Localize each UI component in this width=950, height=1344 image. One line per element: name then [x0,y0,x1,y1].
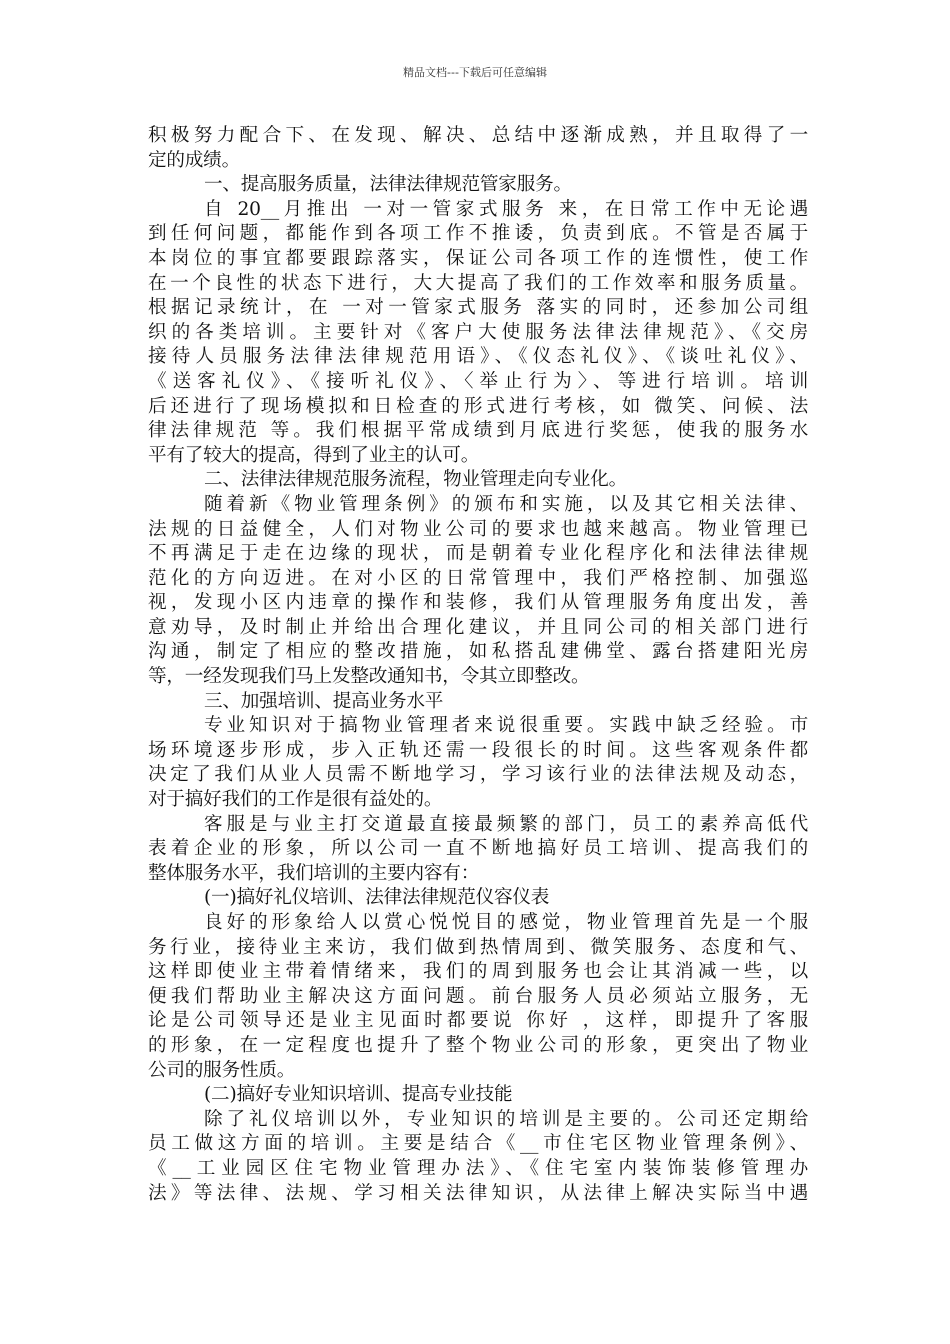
text-line: 平有了较大的提高，得到了业主的认可。 [148,444,480,466]
text-line: 到任何问题，都能作到各项工作不推诿，负责到底。不管是否属于 [148,223,808,245]
text-line: 这样即使业主带着情绪来，我们的周到服务也会让其消减一些，以 [148,961,808,983]
text-line: 整体服务水平，我们培训的主要内容有： [148,862,480,884]
text-line: 论是公司领导还是业主见面时都要说 你好 ，这样，即提升了客服 [148,1010,808,1032]
text-line: 除了礼仪培训以外，专业知识的培训是主要的。公司还定期给 [204,1108,808,1130]
text-line: 专业知识对于搞物业管理者来说很重要。实践中缺乏经验。市 [204,715,808,737]
text-line: 在一个良性的状态下进行，大大提高了我们的工作效率和服务质量。 [148,272,808,294]
text-line: 沟通，制定了相应的整改措施，如私搭乱建佛堂、露台搭建阳光房 [148,641,808,663]
text-line: 公司的服务性质。 [148,1059,296,1081]
text-line: 《送客礼仪》、《接听礼仪》、〈举止行为〉、等进行培训。培训 [148,370,808,392]
text-line: 《__工业园区住宅物业管理办法》、《住宅室内装饰装修管理办 [148,1157,808,1179]
text-line: 随着新《物业管理条例》的颁布和实施，以及其它相关法律、 [204,493,808,515]
document-body [148,124,808,1206]
text-line: 自 20__月推出 一对一管家式服务 来，在日常工作中无论遇 [204,198,808,220]
text-line: 法规的日益健全，人们对物业公司的要求也越来越高。物业管理已 [148,518,808,540]
text-line: 意劝导，及时制止并给出合理化建议，并且同公司的相关部门进行 [148,616,808,638]
text-line: 的形象，在一定程度也提升了整个物业公司的形象，更突出了物业 [148,1034,808,1056]
text-line: 良好的形象给人以赏心悦悦目的感觉，物业管理首先是一个服 [204,912,808,933]
text-line: 对于搞好我们的工作是很有益处的。 [148,789,443,811]
text-line: 根据记录统计，在 一对一管家式服务 落实的同时，还参加公司组 [148,297,808,319]
text-line: 本岗位的事宜都要跟踪落实，保证公司各项工作的连惯性，使工作 [148,247,808,269]
text-line: 范化的方向迈进。在对小区的日常管理中，我们严格控制、加强巡 [148,567,808,589]
text-line: 一、提高服务质量，法律法律规范管家服务。 [204,174,572,196]
text-line: (二)搞好专业知识培训、提高专业技能 [204,1084,513,1106]
text-line: 后还进行了现场模拟和日检查的形式进行考核，如 微笑、问候、法 [148,395,808,417]
text-line: 积极努力配合下、在发现、解决、总结中逐渐成熟，并且取得了一 [148,125,808,146]
text-line: 三、加强培训、提高业务水平 [204,690,444,712]
page-header-watermark: 精品文档---下载后可任意编辑 [403,66,547,79]
text-line: 视，发现小区内违章的操作和装修，我们从管理服务角度出发，善 [148,592,808,614]
text-line: 便我们帮助业主解决这方面问题。前台服务人员必须站立服务，无 [148,985,808,1007]
text-line: 客服是与业主打交道最直接最频繁的部门，员工的素养高低代 [204,813,808,835]
text-line: 法》等法律、法规、学习相关法律知识，从法律上解决实际当中遇 [148,1182,808,1204]
text-line: 接待人员服务法律法律规范用语》、《仪态礼仪》、《谈吐礼仪》、 [148,346,808,368]
text-line: 二、法律法律规范服务流程，物业管理走向专业化。 [204,469,628,491]
text-line: 场环境逐步形成，步入正轨还需一段很长的时间。这些客观条件都 [148,739,808,761]
text-line: 定的成绩。 [148,149,240,171]
text-line: 决定了我们从业人员需不断地学习，学习该行业的法律法规及动态， [148,764,808,786]
text-line: 表着企业的形象，所以公司一直不断地搞好员工培训、提高我们的 [148,838,808,860]
text-line: 律法律规范 等。我们根据平常成绩到月底进行奖惩，使我的服务水 [148,420,808,442]
text-line: (一)搞好礼仪培训、法律法律规范仪容仪表 [204,887,550,909]
text-line: 务行业，接待业主来访，我们做到热情周到、微笑服务、态度和气、 [148,936,808,958]
text-line: 织的各类培训。主要针对《客户大使服务法律法律规范》、《交房 [148,321,808,343]
text-line: 等，一经发现我们马上发整改通知书，令其立即整改。 [148,666,590,688]
text-line: 员工做这方面的培训。主要是结合《__市住宅区物业管理条例》、 [148,1133,808,1155]
text-line: 不再满足于走在边缘的现状，而是朝着专业化程序化和法律法律规 [148,543,808,565]
